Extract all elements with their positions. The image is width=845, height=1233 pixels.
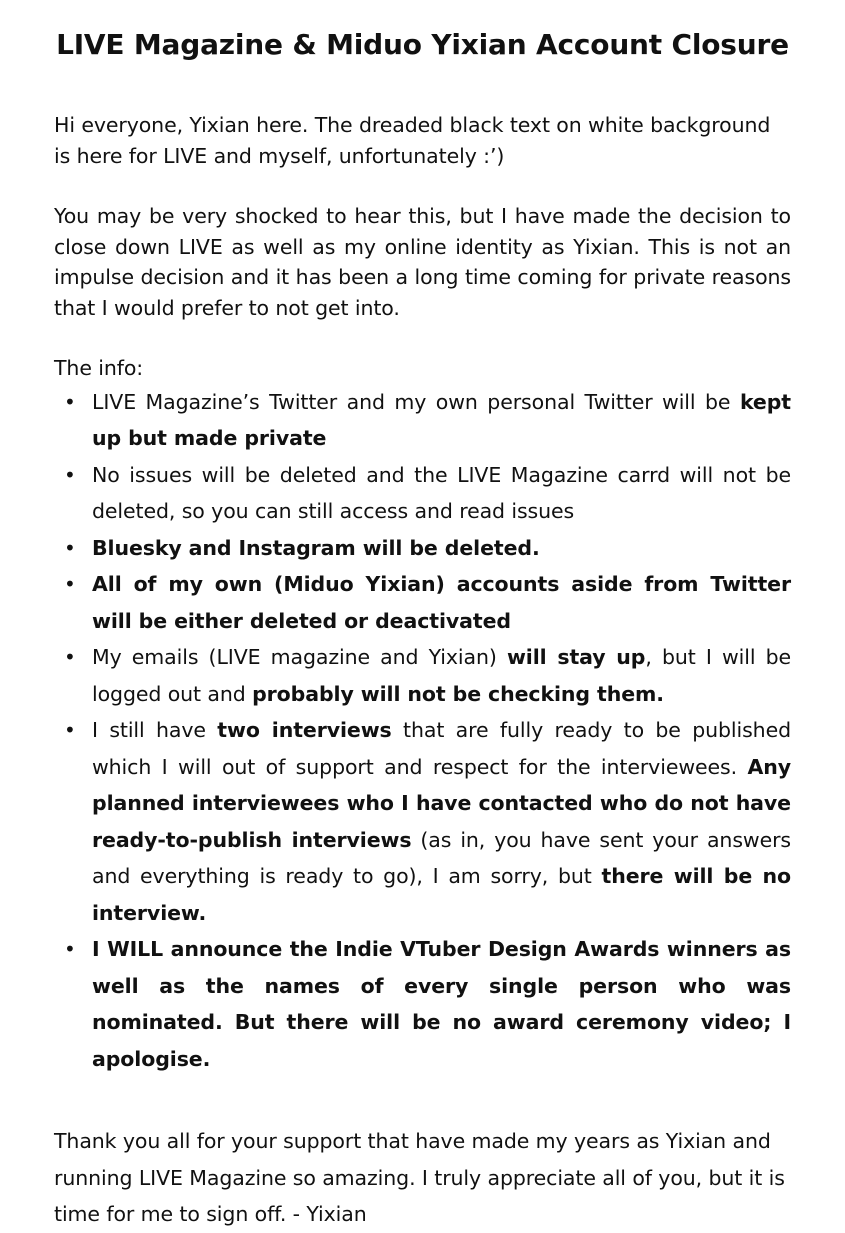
info-list xyxy=(54,384,791,1078)
bullet-icon: • xyxy=(64,572,76,596)
list-item-text-bold: probably will not be checking them. xyxy=(252,681,664,706)
list-item xyxy=(54,384,791,457)
bullet-icon: • xyxy=(64,462,76,487)
list-item-text-bold: Any planned interviewees who I have contacted who do not have ready-to-publish interviews xyxy=(92,754,791,852)
list-item xyxy=(54,566,791,639)
bullet-icon: • xyxy=(64,535,76,560)
list-item xyxy=(54,457,791,530)
list-item-text-bold: I WILL announce the Indie VTuber Design Awards winners as well as the names of every single person who was nominated. But there will be no award ceremony video; I apologise. xyxy=(92,937,791,1071)
list-item-text: (as in, you have sent your answers and everything is ready to go), I am sorry, but xyxy=(92,827,791,888)
list-item-text-bold: will stay up xyxy=(506,645,646,669)
list-item-text: , but I will be logged out and xyxy=(92,645,791,706)
bullet-icon: • xyxy=(64,645,76,669)
list-item-text-bold: there will be no interview. xyxy=(92,864,791,925)
list-item-text-bold: kept up but made private xyxy=(92,389,791,450)
list-item-text: I still have xyxy=(92,718,218,742)
list-item xyxy=(54,639,791,712)
bullet-icon: • xyxy=(64,718,76,742)
list-item-text-bold: Bluesky and Instagram will be deleted. xyxy=(92,535,540,560)
list-item-text-bold: All of my own (Miduo Yixian) accounts aside from Twitter will be either deleted or deactivated xyxy=(92,572,791,633)
list-item-text: that are fully ready to be published which I will out of support and respect for the interviewees. xyxy=(92,718,792,779)
decision-paragraph: You may be very shocked to hear this, but I have made the decision to close down LIVE as well as my online identity as Yixian. This is not an impulse decision and it has been a long time coming for private reasons that I would prefer to not get into. xyxy=(54,204,791,320)
page-title: LIVE Magazine & Miduo Yixian Account Closure xyxy=(56,28,789,61)
list-item xyxy=(54,931,791,1077)
info-heading: The info: xyxy=(54,356,144,380)
bullet-icon: • xyxy=(64,937,76,961)
list-item xyxy=(54,712,791,931)
list-item-text: No issues will be deleted and the LIVE Magazine carrd will not be deleted, so you can still access and read issues xyxy=(92,462,791,523)
list-item-text-bold: two interviews xyxy=(217,718,392,742)
list-item xyxy=(54,530,791,567)
list-item-text: LIVE Magazine’s Twitter and my own personal Twitter will be xyxy=(92,389,740,414)
intro-paragraph: Hi everyone, Yixian here. The dreaded black text on white background is here for LIVE and myself, unfortunately :’) xyxy=(54,113,771,168)
list-item-text: My emails (LIVE magazine and Yixian) xyxy=(92,645,507,669)
bullet-icon: • xyxy=(64,389,76,414)
closing-paragraph: Thank you all for your support that have made my years as Yixian and running LIVE Magazine so amazing. I truly appreciate all of you, but it is time for me to sign off. - Yixian xyxy=(54,1129,785,1226)
